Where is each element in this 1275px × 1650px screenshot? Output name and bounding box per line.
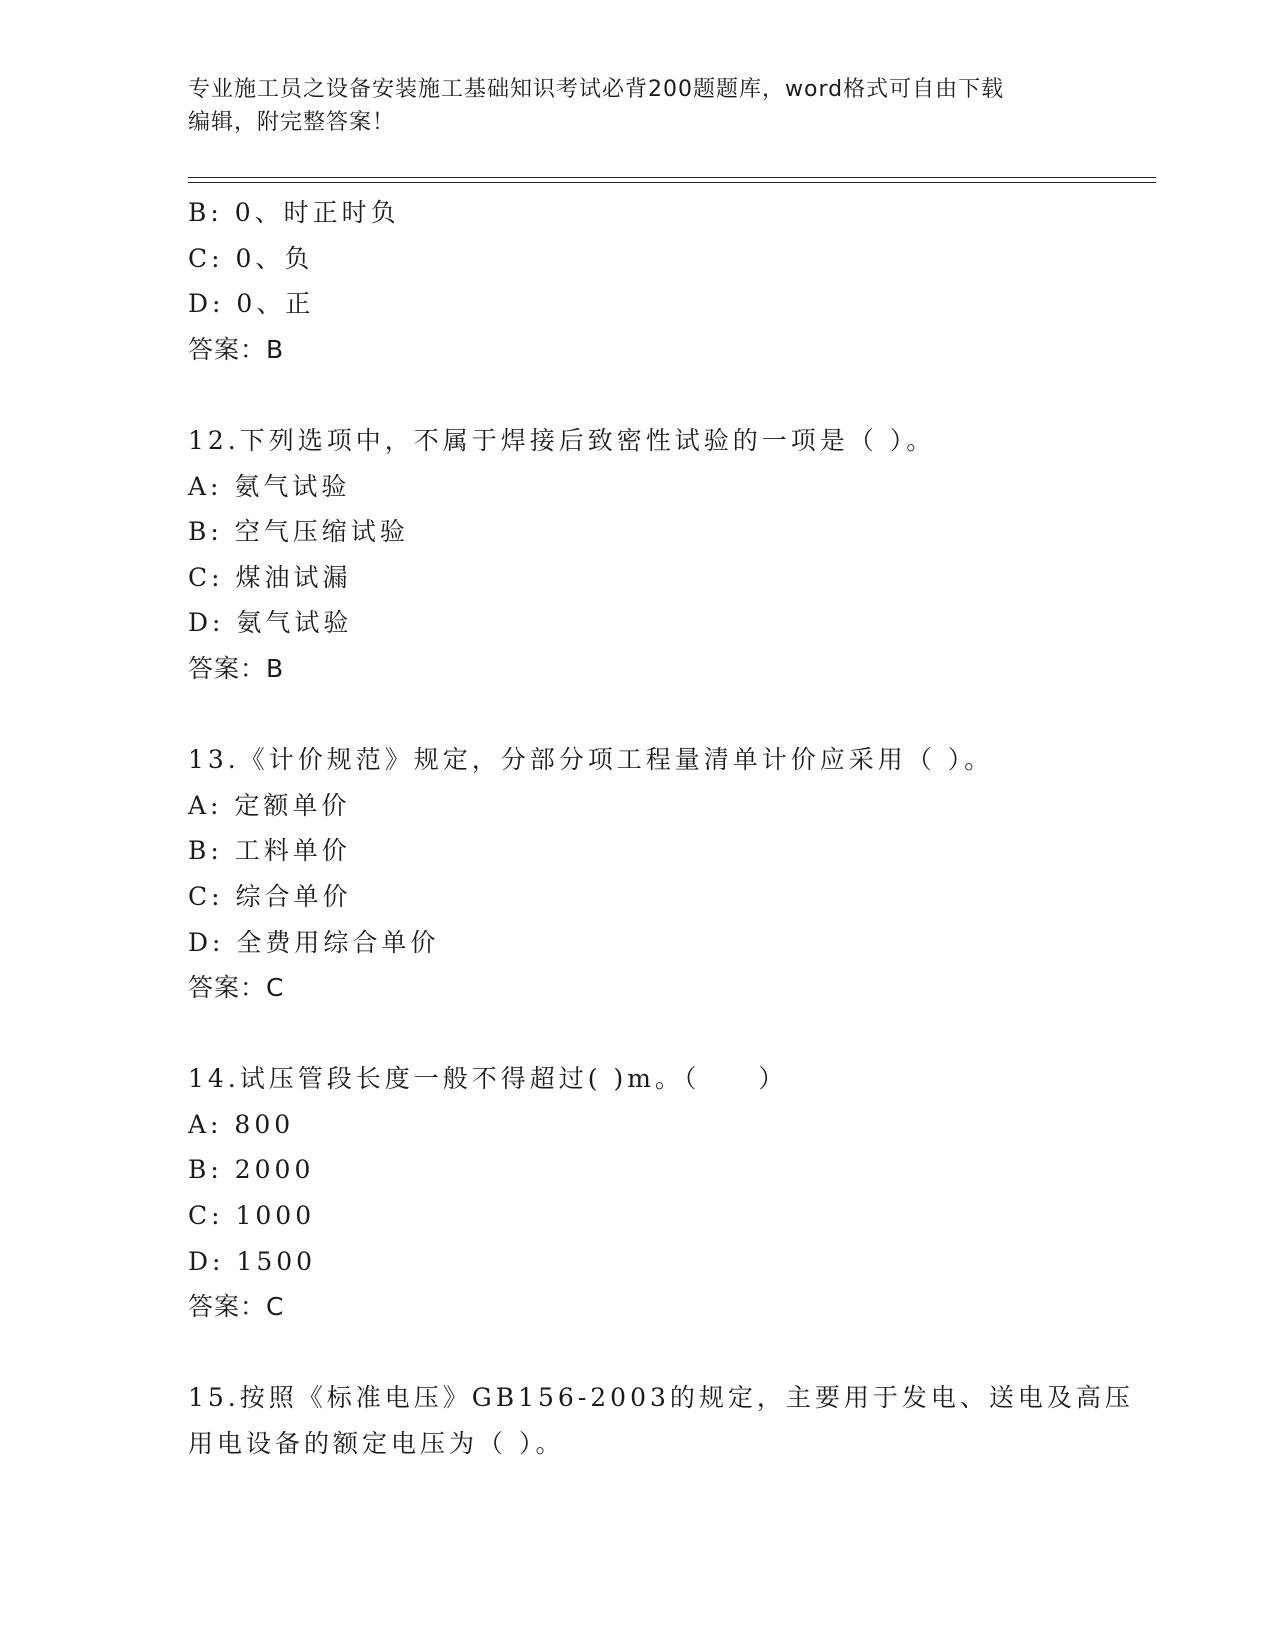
option-d: D: 0、正 <box>188 289 315 319</box>
question-text-line-1: 15.按照《标准电压》GB156-2003的规定，主要用于发电、送电及高压 <box>188 1383 1134 1413</box>
option-d: D: 氨气试验 <box>188 608 353 638</box>
option-b: B: 2000 <box>188 1155 315 1185</box>
answer: 答案：B <box>188 334 285 364</box>
header-divider-top <box>188 177 1156 178</box>
question-15 <box>188 1375 1158 1466</box>
question-list <box>188 190 1158 1467</box>
option-b: B: 工料单价 <box>188 836 351 866</box>
option-b: B: 0、时正时负 <box>188 198 400 227</box>
spacer <box>188 1330 1158 1376</box>
question-13 <box>188 737 1158 1011</box>
question-14 <box>188 1056 1158 1330</box>
spacer <box>188 1011 1158 1057</box>
question-text: 12.下列选项中，不属于焊接后致密性试验的一项是（ ）。 <box>188 425 936 455</box>
question-text-line-2: 用电设备的额定电压为（ ）。 <box>188 1429 565 1459</box>
question-11 <box>188 190 1158 372</box>
spacer <box>188 692 1158 738</box>
option-a: A: 800 <box>188 1109 295 1139</box>
question-text: 13.《计价规范》规定，分部分项工程量清单计价应采用（ ）。 <box>188 745 994 775</box>
question-12 <box>188 418 1158 692</box>
option-c: C: 综合单价 <box>188 881 352 911</box>
document-header <box>188 73 1088 139</box>
option-a: A: 氨气试验 <box>188 471 351 501</box>
header-line-2: 编辑，附完整答案！ <box>188 110 396 135</box>
question-text: 14.试压管段长度一般不得超过( )m。（ ） <box>188 1064 788 1094</box>
header-line-1: 专业施工员之设备安装施工基础知识考试必背200题题库，word格式可自由下载 <box>188 77 1005 102</box>
option-d: D: 1500 <box>188 1246 317 1276</box>
answer: 答案：C <box>188 973 285 1003</box>
header-divider-bottom <box>188 182 1156 183</box>
answer: 答案：B <box>188 653 285 683</box>
option-c: C: 0、负 <box>188 243 314 273</box>
option-d: D: 全费用综合单价 <box>188 927 440 957</box>
option-a: A: 定额单价 <box>188 790 351 820</box>
spacer <box>188 372 1158 418</box>
option-b: B: 空气压缩试验 <box>188 517 409 547</box>
option-c: C: 煤油试漏 <box>188 562 352 592</box>
option-c: C: 1000 <box>188 1201 316 1231</box>
answer: 答案：C <box>188 1292 285 1322</box>
